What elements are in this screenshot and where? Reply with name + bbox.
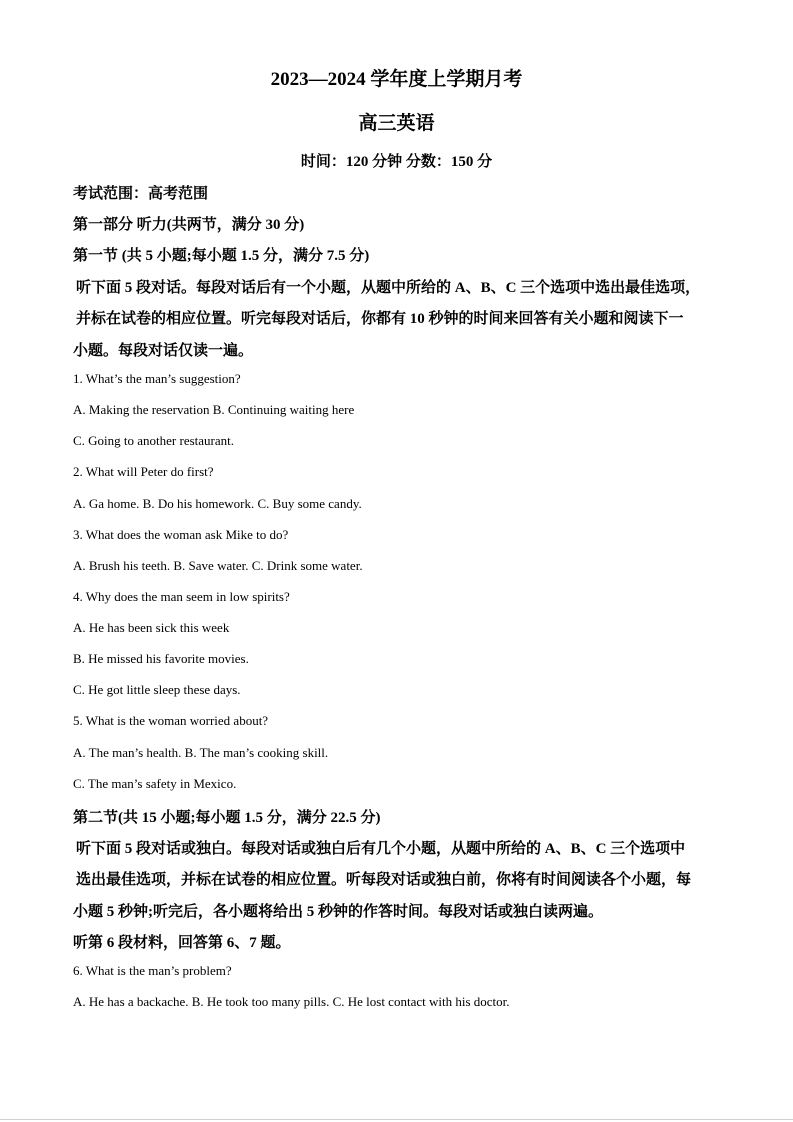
- part1-heading: 第一部分 听力(共两节，满分 30 分): [73, 217, 305, 233]
- material-prompt: 听第 6 段材料，回答第 6、7 题。: [73, 935, 291, 951]
- answer-options: C. The man’s safety in Mexico.: [73, 776, 237, 791]
- answer-options: A. The man’s health. B. The man’s cooking skill.: [73, 745, 329, 760]
- answer-options: A. Ga home. B. Do his homework. C. Buy some candy.: [73, 496, 362, 511]
- answer-options: A. He has a backache. B. He took too many pills. C. He lost contact with his doctor.: [73, 994, 510, 1009]
- question-text: 5. What is the woman worried about?: [73, 713, 269, 728]
- section2-instruction: 小题 5 秒钟;听完后，各小题将给出 5 秒钟的作答时间。每段对话或独白读两遍。: [73, 904, 603, 920]
- time-score: 时间：120 分钟 分数：150 分: [300, 154, 493, 170]
- question-text: 2. What will Peter do first?: [73, 464, 214, 479]
- section1-instruction: 听下面 5 段对话。每段对话后有一个小题，从题中所给的 A、B、C 三个选项中选出最佳选项，: [76, 280, 701, 296]
- section1-instruction: 小题。每段对话仅读一遍。: [73, 343, 254, 359]
- exam-title: 2023—2024 学年度上学期月考: [270, 69, 523, 90]
- section2-heading: 第二节(共 15 小题;每小题 1.5 分，满分 22.5 分): [73, 810, 381, 826]
- page-bottom-rule: [0, 1119, 793, 1120]
- answer-options: A. He has been sick this week: [73, 620, 230, 635]
- answer-options: B. He missed his favorite movies.: [73, 651, 249, 666]
- section2-instruction: 选出最佳选项，并标在试卷的相应位置。听每段对话或独白前，你将有时间阅读各个小题，每: [76, 872, 692, 888]
- answer-options: C. Going to another restaurant.: [73, 433, 235, 448]
- question-text: 1. What’s the man’s suggestion?: [73, 371, 241, 386]
- exam-subject: 高三英语: [358, 113, 435, 134]
- question-text: 6. What is the man’s problem?: [73, 963, 232, 978]
- section2-instruction: 听下面 5 段对话或独白。每段对话或独白后有几个小题，从题中所给的 A、B、C 三个选项中: [76, 841, 686, 857]
- section1-heading: 第一节 (共 5 小题;每小题 1.5 分，满分 7.5 分): [73, 248, 370, 264]
- question-text: 3. What does the woman ask Mike to do?: [73, 527, 289, 542]
- answer-options: C. He got little sleep these days.: [73, 682, 241, 697]
- question-text: 4. Why does the man seem in low spirits?: [73, 589, 290, 604]
- section1-instruction: 并标在试卷的相应位置。听完每段对话后，你都有 10 秒钟的时间来回答有关小题和阅读下一: [76, 311, 684, 327]
- answer-options: A. Making the reservation B. Continuing waiting here: [73, 402, 355, 417]
- answer-options: A. Brush his teeth. B. Save water. C. Drink some water.: [73, 558, 363, 573]
- exam-scope: 考试范围：高考范围: [73, 186, 209, 202]
